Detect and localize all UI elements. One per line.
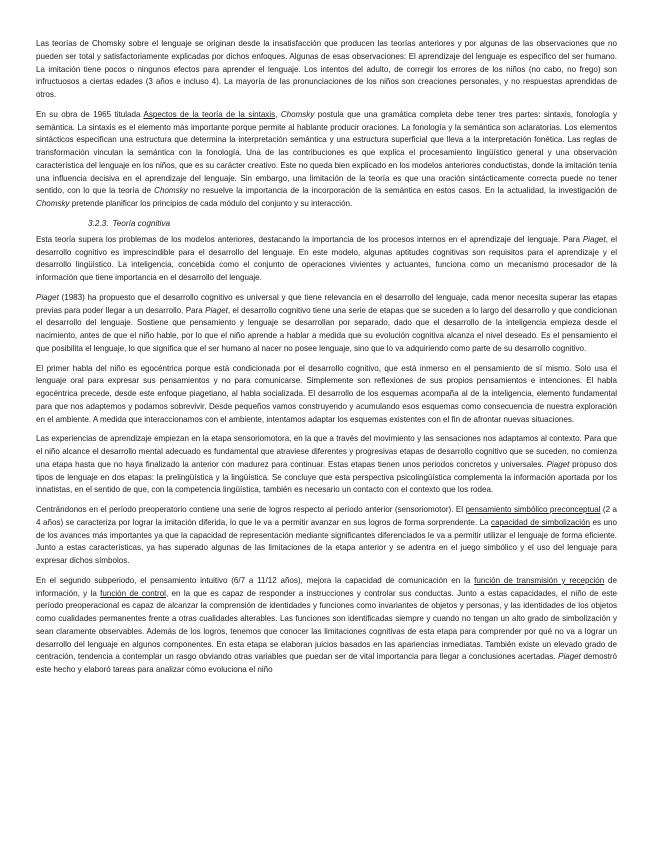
book-title-link[interactable]: Aspectos de la teoría de la sintaxis: [143, 109, 276, 119]
paragraph-chomsky-observations: Las teorías de Chomsky sobre el lenguaje se originan desde la insatisfacción que producen las teorías anteriores y por algunas de las observaciones que no pueden ser total y satisfactoriamente explicadas por dichos enfoques. Algunas de esas observaciones: El aprendizaje del lenguaje es específico del ser humano. La imitación tiene pocos o ningunos efectos para aprender el lenguaje. Los intentos del adulto, de corregir los errores de los niños (no cabo, no frego) son infructuosos a ciertas edades (3 años e incluso 4). La mayoría de las pronunciaciones de los niños son creaciones personales, y no respuestas aprendidas de otros.: [36, 39, 617, 99]
section-number: 3.2.3.: [88, 218, 109, 228]
author-name: Piaget: [546, 459, 570, 469]
paragraph-egocentric-speech: El primer habla del niño es egocéntrica porque está condicionada por el desarrollo cognitivo, que está inmerso en el pensamiento de sí mismo. Solo usa el lenguaje oral para expresar sus pensamientos y no para comunicarse. Simplemente son reflexiones de sus propios pensamientos e intenciones. El habla egocéntrica precede, desde este enfoque piagetiano, al habla socializada. El desarrollo de los esquemas acompaña al de la inteligencia, elemento fundamental para que nos adaptemos y podamos sobrevivir. Desde pequeños vamos construyendo y acumulando esos esquemas como consecuencia de nuestra exploración en el ambiente. A medida que interaccionamos con el ambiente, intentamos adaptar los esquemas existentes con el fin de afrontar nuevas situaciones.: [36, 363, 617, 424]
paragraph-cognitive-intro: Esta teoría supera los problemas de los modelos anteriores, destacando la importancia de los procesos internos en el aprendizaje del lenguaje. Para Piaget, el desarrollo cognitivo es imprescindible para el desarrollo del lenguaje. En este modelo, algunas aptitudes cognitivas son requisitos para el aprendizaje y el desarrollo lingüístico. La inteligencia, concebida como el conjunto de operaciones vivientes y actuantes, funciona como un mecanismo procesador de la información que tiene importancia en el desarrollo del lenguaje.: [36, 234, 617, 282]
author-name: Piaget: [36, 292, 59, 302]
concept-link-control[interactable]: función de control: [100, 588, 166, 598]
paragraph-intuitive-thought: En el segundo subperiodo, el pensamiento intuitivo (6/7 a 11/12 años), mejora la capacidad de comunicación en la función de transmisión y recepción de información, y la función de control, en la que es capaz de responder a instrucciones y controlar sus conductas. Junto a estas capacidades, el niño de este período preoperacional es capaz de alcanzar la comprensión de identidades y funciones como invariantes de objetos y personas, y las identidades de los objetos como cualidades permanentes frente a otras cualidades alterables. Las funciones son identificadas siempre y cuando no tengan un alto grado de simbolización y sean claramente observables. Además de los logros, tenemos que conocer las limitaciones cognitivas de esta etapa para comprender por qué no va a lograr un desarrollo del lenguaje en algunos componentes. En esta etapa se elaboran juicios basados en las apariencias inmediatas. También existe un elevado grado de centración, tendencia a contemplar un rasgo obviando otras variables que puedan ser de vital importancia para llegar a conclusiones acertadas. Piaget demostró este hecho y elaboró tareas para analizar cómo evoluciona el niño: [36, 575, 618, 674]
section-heading: [88, 218, 617, 230]
concept-link-transmission[interactable]: función de transmisión y recepción: [474, 575, 605, 585]
author-name: Chomsky: [280, 109, 315, 119]
author-name: Chomsky: [154, 186, 188, 196]
concept-link-symbolization[interactable]: capacidad de simbolización: [491, 517, 591, 527]
concept-link-symbolic-thought[interactable]: pensamiento simbólico preconceptual: [465, 505, 601, 514]
author-name: Piaget: [558, 652, 581, 662]
section-title: Teoría cognitiva: [112, 218, 170, 228]
paragraph-sensorimotor: Las experiencias de aprendizaje empiezan en la etapa sensoriomotora, en la que a través del movimiento y las sensaciones nos adaptamos al contexto. Para que el niño alcance el desarrollo mental adecuado es fundamental que atraviese diferentes y progresivas etapas de desarrollo cognitivo que se suceden, no comienza una etapa hasta que no haya finalizado la anterior con madurez para continuar. Estas etapas tienen unos periodos concretos y universales. Piaget propuso dos tipos de lenguaje en dos etapas: la prelingüística y la lingüística. Se concluye que esta perspectiva psicolingüística complementa la información aportada por los innatistas, en el sentido de que, con la competencia lingüística, también es necesario un contacto con el contexto que los rodea.: [36, 434, 617, 495]
author-name: Chomsky: [36, 199, 70, 208]
paragraph-preoperational: Centrándonos en el período preoperatorio contiene una serie de logros respecto al período anterior (sensoriomotor). El pensamiento simbólico preconceptual (2 a 4 años) se caracteriza por lograr la imitación diferida, lo que le va a permitir avanzar en sus logros de forma sorprendente. La capacidad de simbolización es uno de los avances más importantes ya que la capacidad de representación mediante significantes diferenciados le va a permitir utilizar el lenguaje de forma eficiente. Junto a estas características, ya has superado algunas de las limitaciones de la etapa anterior y se adentra en el juego simbólico y el uso del lenguaje para expresar dichos símbolos.: [36, 505, 617, 565]
author-name: Piaget: [582, 234, 606, 244]
paragraph-chomsky-syntax: En su obra de 1965 titulada Aspectos de la teoría de la sintaxis, Chomsky postula que una gramática completa debe tener tres partes: sintaxis, fonología y semántica. La sintaxis es el elemento más importante porque permite al hablante producir oraciones. La fonología y la semántica son aclaratorias. Los elementos sintácticos especifican una estructura que determina la interpretación semántica y una estructura superficial que lleva a la interpretación fonética. Las reglas de transformación vinculan la semántica con la fonología. Una de las contribuciones es que explica el procesamiento lingüístico general y una observación característica del lenguaje en los niños, que es su carácter creativo. Este no queda bien explicado en los modelos anteriores conductistas, donde la imitación tenía una influencia decisiva en el aprendizaje del lenguaje. Sin embargo, una limitación de la teoría es que una oración sintácticamente correcta puede no tener sentido, con lo que la teoría de Chomsky no resuelve la importancia de la incorporación de la semántica en estos casos. En la actualidad, la investigación de Chomsky pretende planificar los principios de cada módulo del conjunto y su interacción.: [36, 109, 617, 208]
author-name: Piaget: [205, 305, 228, 315]
paragraph-piaget-universal: Piaget (1983) ha propuesto que el desarrollo cognitivo es universal y que tiene relevancia en el desarrollo del lenguaje, cada menor necesita superar las etapas previas para poder llegar a un desarrollo. Para Piaget, el desarrollo cognitivo tiene una serie de etapas que se suceden a lo largo del desarrollo y que condicionan el desarrollo del lenguaje. Sostiene que pensamiento y lenguaje se desarrollan por separado, dado que el desarrollo de la inteligencia empieza desde el nacimiento, antes de que el niño hable, por lo que el niño aprende a hablar a medida que su evolución cognitiva alcanza el nivel deseado. Es el pensamiento el que posibilita el lenguaje, lo que significa que el ser humano al nacer no posee lenguaje, sino que lo va adquiriendo como parte de su desarrollo cognitivo.: [36, 292, 618, 353]
document-page: [36, 38, 617, 684]
